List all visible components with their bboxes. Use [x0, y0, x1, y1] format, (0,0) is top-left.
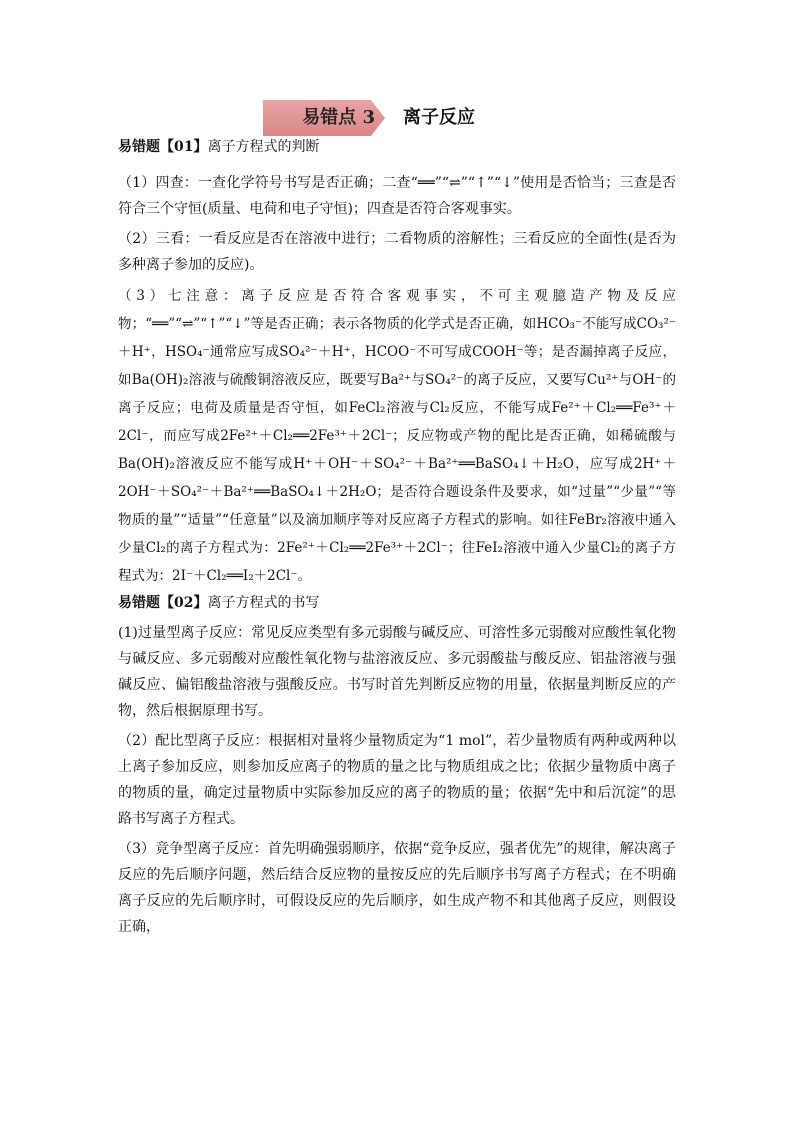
section-heading-02 [118, 590, 676, 616]
section-heading-01 [118, 134, 676, 160]
banner-label: 易错点 3 [302, 107, 375, 128]
paragraph: （3）竞争型离子反应：首先明确强弱顺序，依据“竞争反应，强者优先”的规律，解决离子反应的先后顺序问题，然后结合反应物的量按反应的先后顺序书写离子方程式；在不明确离子反应的先后顺序时，可假设反应的先后顺序，如生成产物不和其他离子反应，则假设正确， [118, 841, 676, 935]
paragraph: （2）配比型离子反应：根据相对量将少量物质定为“1 mol”，若少量物质有两种或两种以上离子参加反应，则参加反应离子的物质的量之比与物质组成之比；依据少量物质中离子的物质的量，确定过量物质中实际参加反应的离子的物质的量；依据“先中和后沉淀”的思路书写离子方程式。 [118, 733, 676, 827]
paragraph: （1）四查：一查化学符号书写是否正确；二查“══”“⇌”“↑”“↓”使用是否恰当；三查是否符合三个守恒(质量、电荷和电子守恒)；四查是否符合客观事实。 [118, 175, 676, 217]
banner-title: 离子反应 [403, 107, 475, 128]
paragraph: （3）七注意：离子反应是否符合客观事实，不可主观臆造产物及反应物；“══”“⇌”“↑”“↓”等是否正确；表示各物质的化学式是否正确，如HCO₃⁻不能写成CO₃²⁻＋H⁺，HSO₄⁻通常应写成SO₄²⁻＋H⁺，HCOO⁻不可写成COOH⁻等；是否漏掉离子反应，如Ba(OH)₂溶液与硫酸铜溶液反应，既要写Ba²⁺与SO₄²⁻的离子反应，又要写Cu²⁺与OH⁻的离子反应；电荷及质量是否守恒，如FeCl₂溶液与Cl₂反应，不能写成Fe²⁺＋Cl₂══Fe³⁺＋2Cl⁻，而应写成2Fe²⁺＋Cl₂══2Fe³⁺＋2Cl⁻；反应物或产物的配比是否正确，如稀硫酸与Ba(OH)₂溶液反应不能写成H⁺＋OH⁻＋SO₄²⁻＋Ba²⁺══BaSO₄↓＋H₂O，应写成2H⁺＋2OH⁻＋SO₄²⁻＋Ba²⁺══BaSO₄↓＋2H₂O；是否符合题设条件及要求，如“过量”“少量”“等物质的量”“适量”“任意量”以及滴加顺序等对反应离子方程式的影响。如往FeBr₂溶液中通入少量Cl₂的离子方程式为：2Fe²⁺＋Cl₂══2Fe³⁺＋2Cl⁻；往FeI₂溶液中通入少量Cl₂的离子方程式为：2I⁻＋Cl₂══I₂＋2Cl⁻。 [118, 288, 676, 584]
paragraph: (1)过量型离子反应：常见反应类型有多元弱酸与碱反应、可溶性多元弱酸对应酸性氧化物与碱反应、多元弱酸对应酸性氧化物与盐溶液反应、多元弱酸盐与酸反应、铝盐溶液与强碱反应、偏铝酸盐溶液与强酸反应。书写时首先判断反应物的用量，依据量判断反应的产物，然后根据原理书写。 [118, 625, 676, 719]
heading-text: 离子方程式的书写 [207, 595, 320, 611]
section-banner [263, 100, 503, 136]
heading-prefix: 易错题【02】 [118, 595, 208, 611]
heading-prefix: 易错题【01】 [118, 139, 208, 155]
heading-text: 离子方程式的判断 [207, 139, 320, 155]
document-body [118, 134, 676, 940]
paragraph: （2）三看：一看反应是否在溶液中进行；二看物质的溶解性；三看反应的全面性(是否为多种离子参加的反应)。 [118, 231, 676, 273]
